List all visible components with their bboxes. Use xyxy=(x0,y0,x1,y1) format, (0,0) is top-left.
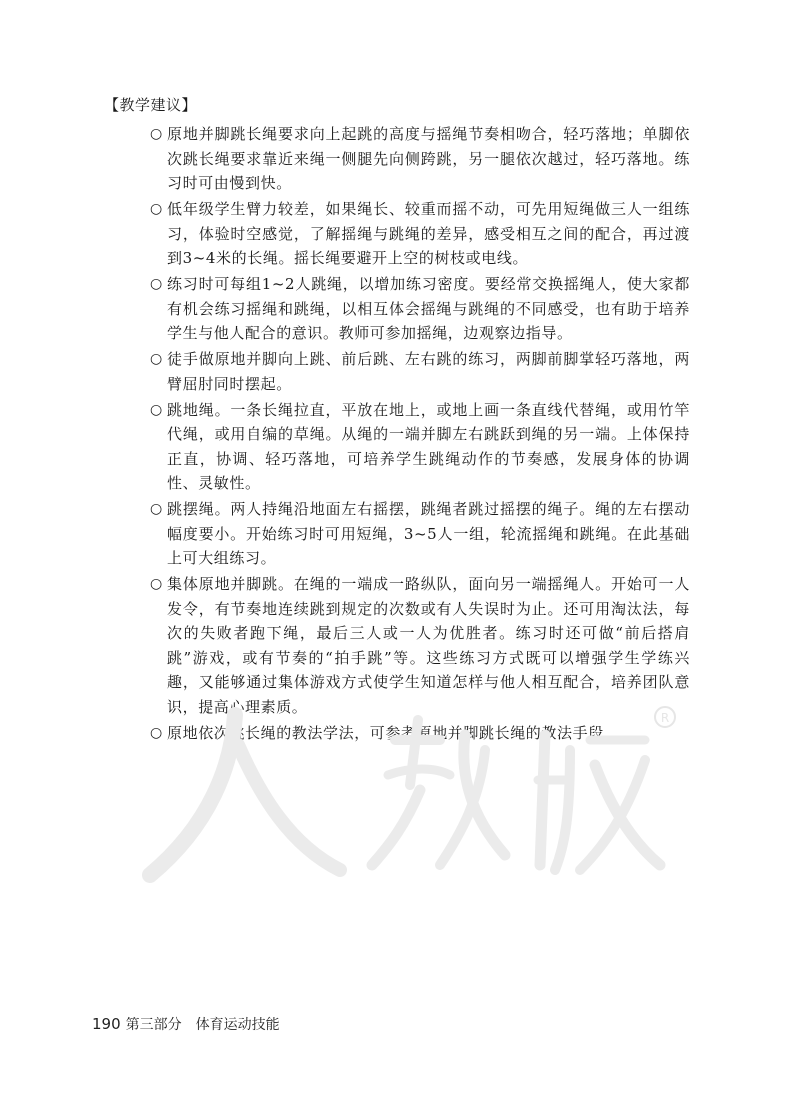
svg-text:R: R xyxy=(660,711,670,725)
list-item-text: 集体原地并脚跳。在绳的一端成一路纵队，面向另一端摇绳人。开始可一人发令，有节奏地连续跳到规定的次数或有人失误时为止。还可用淘汰法，每次的失败者跑下绳，最后三人或一人为优胜者。练习时还可做“前后搭肩跳”游戏，或有节奏的“拍手跳”等。这些练习方式既可以增强学生学练兴趣，又能够通过集体游戏方式使学生知道怎样与他人相互配合，培养团队意识，提高心理素质。 xyxy=(167,575,690,716)
circle-bullet-icon: ○ xyxy=(150,201,163,217)
list-item xyxy=(150,347,690,396)
list-item-text: 徒手做原地并脚向上跳、前后跳、左右跳的练习，两脚前脚掌轻巧落地，两臂屈肘同时摆起。 xyxy=(167,350,690,393)
list-item-text: 原地并脚跳长绳要求向上起跳的高度与摇绳节奏相吻合，轻巧落地；单脚依次跳长绳要求靠近来绳一侧腿先向侧跨跳，另一腿依次越过，轻巧落地。练习时可由慢到快。 xyxy=(167,125,690,192)
footer-chapter: 体育运动技能 xyxy=(195,1017,280,1033)
page-footer xyxy=(92,1014,280,1034)
list-item-text: 练习时可每组1~2人跳绳，以增加练习密度。要经常交换摇绳人，使大家都有机会练习摇绳和跳绳，以相互体会摇绳与跳绳的不同感受，也有助于培养学生与他人配合的意识。教师可参加摇绳，边观察边指导。 xyxy=(167,275,690,342)
section-heading: 【教学建议】 xyxy=(104,96,198,114)
list-item-text: 原地依次跳长绳的教法学法，可参考原地并脚跳长绳的教法手段。 xyxy=(167,723,620,742)
circle-bullet-icon: ○ xyxy=(150,351,163,367)
teaching-suggestions-list xyxy=(150,122,690,747)
circle-bullet-icon: ○ xyxy=(150,276,163,292)
list-item xyxy=(150,272,690,346)
list-item xyxy=(150,197,690,271)
circle-bullet-icon: ○ xyxy=(150,401,163,418)
circle-bullet-icon: ○ xyxy=(150,501,163,517)
list-item-text: 跳摆绳。两人持绳沿地面左右摇摆，跳绳者跳过摇摆的绳子。绳的左右摆动幅度要小。开始练习时可用短绳，3~5人一组，轮流摇绳和跳绳。在此基础上可大组练习。 xyxy=(167,500,690,567)
list-item xyxy=(150,572,690,719)
list-item-text: 低年级学生臂力较差，如果绳长、较重而摇不动，可先用短绳做三人一组练习，体验时空感觉，了解摇绳与跳绳的差异，感受相互之间的配合，再过渡到3~4米的长绳。摇长绳要避开上空的树枝或电线。 xyxy=(167,200,690,267)
list-item xyxy=(150,497,690,571)
list-item xyxy=(150,398,690,496)
circle-bullet-icon: ○ xyxy=(150,724,163,741)
list-item xyxy=(150,122,690,196)
page-number: 190 xyxy=(92,1015,121,1033)
circle-bullet-icon: ○ xyxy=(150,126,163,142)
list-item xyxy=(150,721,690,746)
footer-part: 第三部分 xyxy=(125,1017,182,1033)
circle-bullet-icon: ○ xyxy=(150,576,163,592)
list-item-text: 跳地绳。一条长绳拉直，平放在地上，或地上画一条直线代替绳，或用竹竿代绳，或用自编的草绳。从绳的一端并脚左右跳跃到绳的另一端。上体保持正直，协调、轻巧落地，可培养学生跳绳动作的节奏感，发展身体的协调性、灵敏性。 xyxy=(167,400,690,492)
